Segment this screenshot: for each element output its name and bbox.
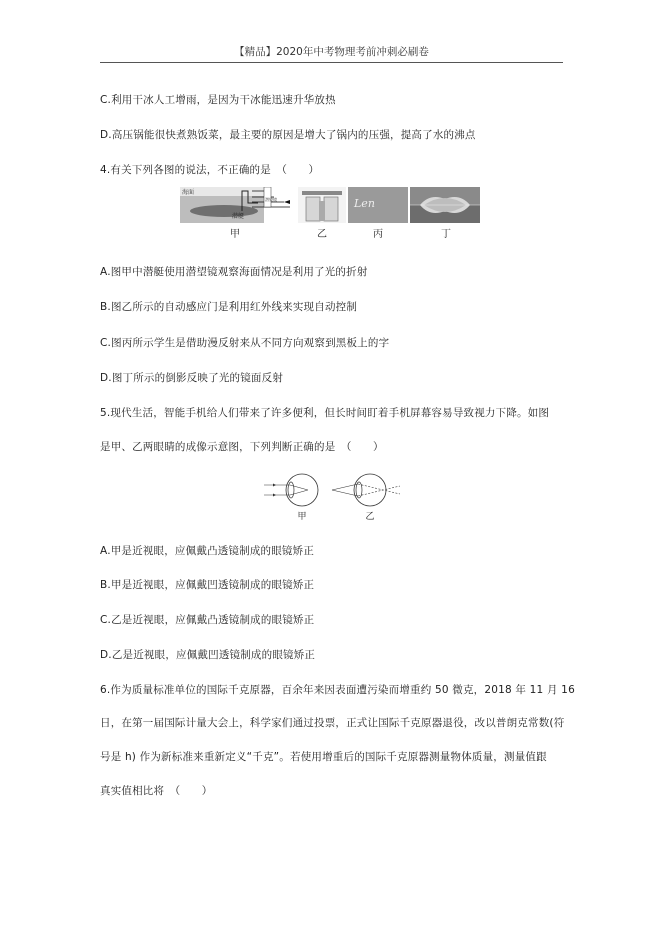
sea-label: 海面 bbox=[182, 189, 195, 196]
option-5c: C.乙是近视眼，应佩戴凸透镜制成的眼镜矫正 bbox=[100, 614, 315, 626]
option-5b: B.甲是近视眼，应佩戴凹透镜制成的眼镜矫正 bbox=[100, 579, 315, 591]
caption-ding: 丁 bbox=[441, 229, 451, 240]
option-4a: A.图甲中潜艇使用潜望镜观察海面情况是利用了光的折射 bbox=[100, 266, 368, 278]
blackboard-image bbox=[348, 187, 408, 223]
periscope-label: 潜望镜 bbox=[265, 197, 277, 202]
option-5d: D.乙是近视眼，应佩戴凹透镜制成的眼镜矫正 bbox=[100, 649, 316, 661]
question-4: 4.有关下列各图的说法，不正确的是 （ ） bbox=[100, 164, 320, 176]
option-3d: D.高压锅能很快煮熟饭菜，最主要的原因是增大了锅内的压强，提高了水的沸点 bbox=[100, 129, 476, 141]
question-6-line-2: 日，在第一届国际计量大会上，科学家们通过投票，正式让国际千克原器退役，改以普朗克常数(符 bbox=[100, 717, 565, 729]
page-header: 【精品】2020年中考物理考前冲刺必刷卷 bbox=[234, 46, 429, 58]
question-5-line-2: 是甲、乙两眼睛的成像示意图，下列判断正确的是 （ ） bbox=[100, 441, 384, 453]
caption-yi: 乙 bbox=[317, 229, 327, 240]
header-divider bbox=[100, 62, 563, 63]
caption-bing: 丙 bbox=[373, 229, 383, 240]
submarine-label: 潜艇 bbox=[232, 213, 245, 220]
question-6-line-3: 号是 h) 作为新标准来重新定义“千克”。若使用增重后的国际千克原器测量物体质量，测量值跟 bbox=[100, 751, 547, 763]
option-3c: C.利用干冰人工增雨，是因为干冰能迅速升华放热 bbox=[100, 94, 336, 106]
water-reflection-image bbox=[410, 187, 480, 223]
option-4d: D.图丁所示的倒影反映了光的镜面反射 bbox=[100, 372, 284, 384]
submarine-periscope-image bbox=[180, 187, 296, 223]
caption-eye-jia: 甲 bbox=[297, 512, 307, 522]
blackboard-text: Len bbox=[354, 197, 375, 210]
question-6-line-1: 6.作为质量标准单位的国际千克原器，百余年来因表面遭污染而增重约 50 微克，2018 年 11 月 16 bbox=[100, 684, 575, 696]
caption-jia: 甲 bbox=[230, 229, 240, 240]
option-4b: B.图乙所示的自动感应门是利用红外线来实现自动控制 bbox=[100, 301, 358, 313]
automatic-door-image bbox=[298, 187, 346, 223]
question-6-line-4: 真实值相比将 （ ） bbox=[100, 785, 213, 797]
figure-question-5 bbox=[260, 470, 410, 520]
option-4c: C.图丙所示学生是借助漫反射来从不同方向观察到黑板上的字 bbox=[100, 337, 390, 349]
eye-diagrams bbox=[260, 470, 410, 510]
option-5a: A.甲是近视眼，应佩戴凸透镜制成的眼镜矫正 bbox=[100, 545, 315, 557]
caption-eye-yi: 乙 bbox=[365, 512, 375, 522]
question-5-line-1: 5.现代生活，智能手机给人们带来了许多便利，但长时间盯着手机屏幕容易导致视力下降。如图 bbox=[100, 407, 550, 419]
